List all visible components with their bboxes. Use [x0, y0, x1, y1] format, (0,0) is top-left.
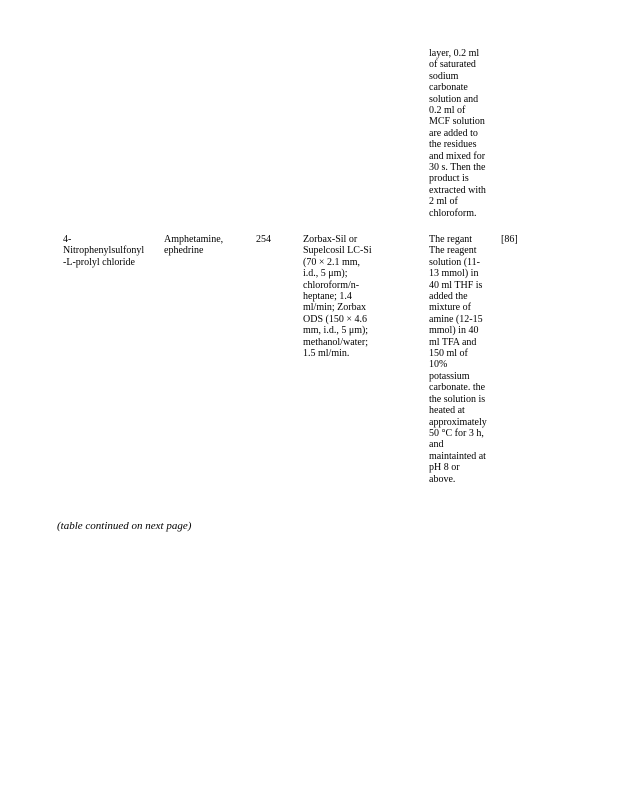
- reference-cell: [86]: [501, 234, 518, 245]
- analytes-cell: Amphetamine, ephedrine: [164, 234, 224, 257]
- continued-preparation-cell: layer, 0.2 ml of saturated sodium carbonate solution and 0.2 ml of MCF solution are added to the residues and mixed for 30 s. Then the product is extracted with 2 ml of chloroform.: [429, 48, 486, 219]
- table-continuation-note: (table continued on next page): [57, 520, 192, 532]
- column-conditions-cell: Zorbax-Sil or Supelcosil LC-Si (70 × 2.1 mm, i.d., 5 μm); chloroform/n- heptane; 1.4 ml/min; Zorbax ODS (150 × 4.6 mm, i.d., 5 μm); methanol/water; 1.5 ml/min.: [303, 234, 372, 360]
- wavelength-cell: 254: [256, 234, 271, 245]
- reagent-cell: 4- Nitrophenylsulfonyl -L-prolyl chloride: [63, 234, 145, 268]
- preparation-cell: The regant The reagent solution (11- 13 mmol) in 40 ml THF is added the mixture of amine (12-15 mmol) in 40 ml TFA and 150 ml of 10% potassium carbonate. the the solution is heated at approximately 50 °C for 3 h, and maintainted at pH 8 or above.: [429, 234, 487, 485]
